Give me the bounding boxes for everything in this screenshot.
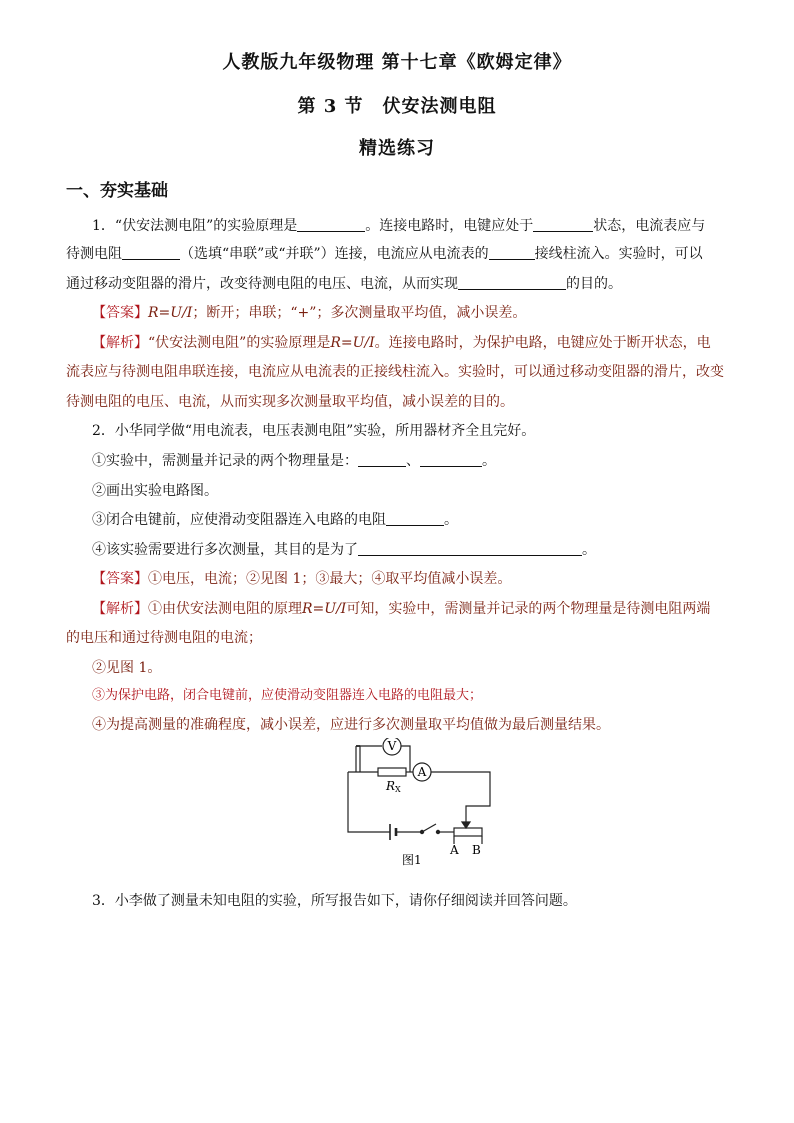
q1-explanation-1: [92, 333, 730, 353]
q1-line-3: [66, 274, 730, 294]
q2-explanation-1: [92, 599, 730, 619]
terminal-a-label: A: [450, 843, 459, 857]
q1-text: （选填“串联”或“并联”）连接，电流应从电流表的: [180, 246, 489, 262]
document-subtitle: 精选练习: [359, 138, 435, 159]
answer-formula: R=U/I: [148, 305, 193, 321]
q1-line-2: [66, 244, 730, 264]
explanation-formula: R=U/I: [330, 335, 375, 351]
q1-text: 状态，电流表应与: [593, 218, 706, 234]
answer-blank: [122, 245, 180, 260]
explanation-tag: 【解析】: [92, 601, 148, 617]
resistor-subscript: X: [395, 785, 401, 794]
q1-text: 。连接电路时，电键应处于: [365, 218, 534, 234]
q2-sub-2: ②画出实验电路图。: [92, 483, 218, 499]
q2-explanation-4: ③为保护电路，闭合电键前，应使滑动变阻器连入电路的电阻最大；: [92, 688, 483, 703]
q2-explanation-3: ②见图 1。: [92, 660, 162, 676]
ammeter-label: A: [417, 765, 427, 779]
q2-text: ③闭合电键前，应使滑动变阻器连入电路的电阻: [92, 512, 386, 528]
explanation-tag: 【解析】: [92, 335, 148, 351]
q1-text: 接线柱流入。实验时，可以: [534, 246, 703, 262]
wire-left: [348, 772, 390, 832]
resistor-label: R: [386, 779, 396, 793]
answer-tag: 【答案】: [92, 305, 148, 321]
q1-text: 通过移动变阻器的滑片，改变待测电阻的电压、电流，从而实现: [66, 276, 458, 292]
q2-text: ④该实验需要进行多次测量，其目的是为了: [92, 542, 358, 558]
explanation-formula: R=U/I: [302, 601, 347, 617]
answer-blank: [458, 275, 566, 290]
q2-explanation-2: 的电压和通过待测电阻的电流；: [66, 630, 262, 646]
q2-text: 。: [582, 542, 596, 558]
q1-explanation-3: 待测电阻的电压、电流，从而实现多次测量取平均值，减小误差的目的。: [66, 394, 514, 410]
q3-stem: 3．小李做了测量未知电阻的实验，所写报告如下，请你仔细阅读并回答问题。: [92, 893, 577, 909]
explanation-text: 可知，实验中，需测量并记录的两个物理量是待测电阻两端: [346, 601, 711, 617]
switch-blade: [422, 824, 436, 832]
section-title: 第 3 节 伏安法测电阻: [297, 96, 497, 117]
answer-blank: [533, 217, 593, 232]
q2-text: 、: [406, 453, 420, 469]
q1-text: 1．“伏安法测电阻”的实验原理是: [92, 218, 298, 234]
q1-line-1: [92, 216, 730, 236]
q1-explanation-2: 流表应与待测电阻串联连接，电流应从电流表的正接线柱流入。实验时，可以通过移动变阻器的滑片，改变: [66, 364, 724, 380]
answer-blank: [489, 245, 535, 260]
q2-text: 。: [444, 512, 458, 528]
q2-sub-4: [92, 540, 730, 560]
voltmeter-label: V: [387, 739, 397, 753]
q1-answer: [92, 303, 730, 323]
wire-top-right: [431, 772, 490, 806]
q2-answer: [92, 569, 730, 589]
answer-text: ；断开；串联；“+”；多次测量取平均值，减小误差。: [192, 305, 527, 321]
answer-text: ①电压，电流；②见图 1；③最大；④取平均值减小误差。: [148, 571, 512, 587]
answer-blank: [420, 452, 482, 467]
q2-stem: 2．小华同学做“用电流表，电压表测电阻”实验，所用器材齐全且完好。: [92, 423, 536, 439]
part-heading: 一、夯实基础: [66, 181, 168, 201]
q2-sub-1: [92, 451, 730, 471]
explanation-text: “伏安法测电阻”的实验原理是: [148, 335, 331, 351]
q2-sub-3: [92, 510, 730, 530]
rheostat: [454, 828, 482, 836]
circuit-diagram: [340, 738, 500, 868]
document-title: 人教版九年级物理 第十七章《欧姆定律》: [222, 52, 572, 73]
q2-explanation-5: ④为提高测量的准确程度，减小误差，应进行多次测量取平均值做为最后测量结果。: [92, 717, 610, 733]
slider-arrow: [462, 822, 470, 828]
answer-blank: [358, 452, 406, 467]
explanation-text: ①由伏安法测电阻的原理: [148, 601, 302, 617]
figure-caption: 图1: [402, 853, 422, 867]
terminal-b-label: B: [472, 843, 481, 857]
q1-text: 的目的。: [566, 276, 622, 292]
answer-blank: [297, 217, 365, 232]
answer-blank: [386, 511, 444, 526]
explanation-text: 。连接电路时，为保护电路，电键应处于断开状态，电: [374, 335, 711, 351]
resistor-rx: [378, 768, 406, 776]
answer-blank: [358, 541, 582, 556]
q2-text: 。: [482, 453, 496, 469]
answer-tag: 【答案】: [92, 571, 148, 587]
q2-text: ①实验中，需测量并记录的两个物理量是：: [92, 453, 358, 469]
wire-volt-left: [357, 746, 360, 772]
q1-text: 待测电阻: [66, 246, 122, 262]
